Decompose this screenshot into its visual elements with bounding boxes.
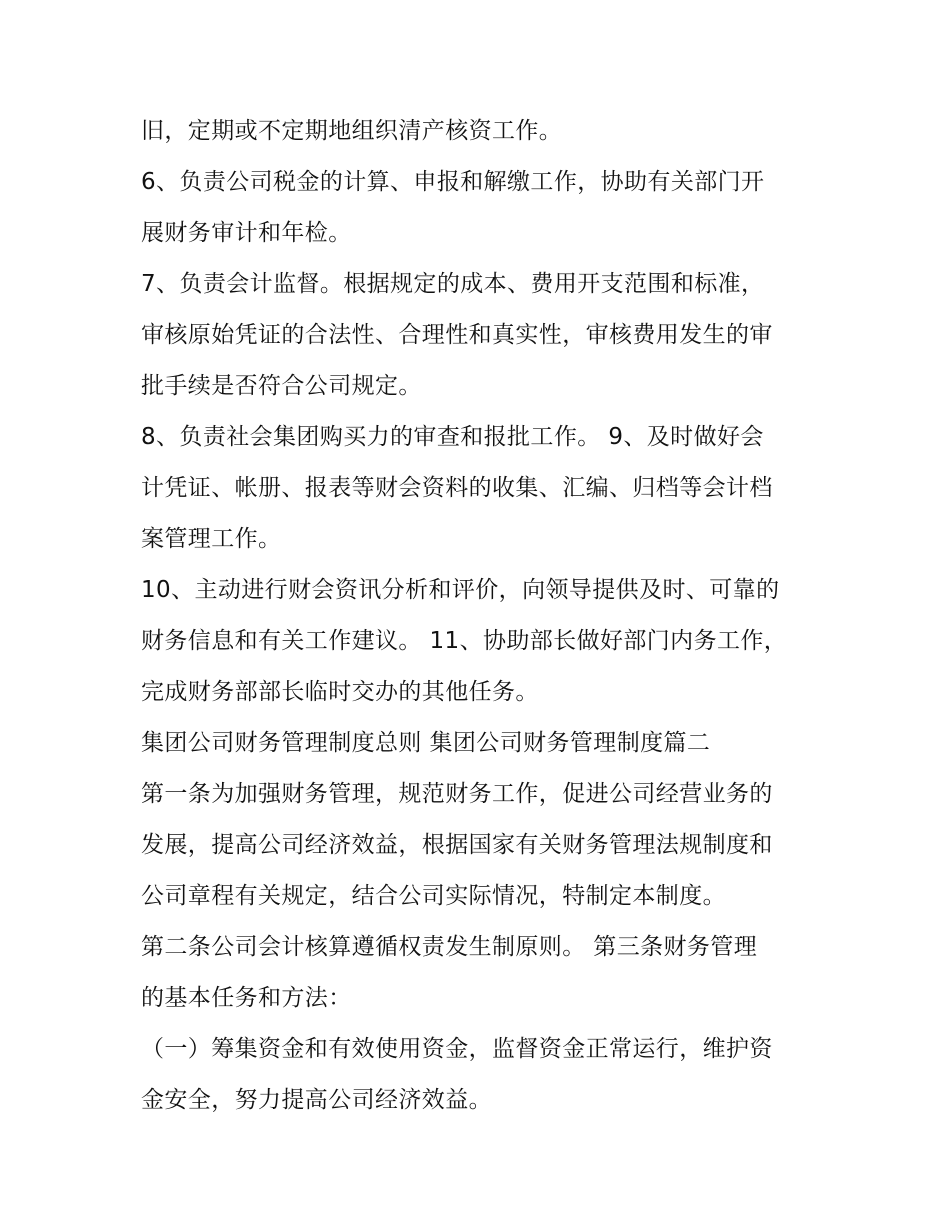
text-line: 6、负责公司税金的计算、申报和解缴工作，协助有关部门开 bbox=[141, 169, 765, 195]
text-line: 7、负责会计监督。根据规定的成本、费用开支范围和标准， bbox=[141, 271, 765, 297]
text-line: 案管理工作。 bbox=[141, 526, 282, 552]
section-heading: 集团公司财务管理制度总则 集团公司财务管理制度篇二 bbox=[141, 730, 711, 756]
text-line: 财务信息和有关工作建议。 11、协助部长做好部门内务工作， bbox=[141, 628, 788, 654]
text-line: 第一条为加强财务管理，规范财务工作，促进公司经营业务的 bbox=[141, 781, 773, 807]
text-line: 计凭证、帐册、报表等财会资料的收集、汇编、归档等会计档 bbox=[141, 475, 773, 501]
text-line: 第二条公司会计核算遵循权责发生制原则。 第三条财务管理 bbox=[141, 934, 758, 960]
text-line: 的基本任务和方法： bbox=[141, 985, 352, 1011]
text-line: 公司章程有关规定，结合公司实际情况，特制定本制度。 bbox=[141, 883, 726, 909]
text-line: 金安全，努力提高公司经济效益。 bbox=[141, 1087, 492, 1113]
text-line: 展财务审计和年检。 bbox=[141, 220, 352, 246]
text-line: 10、主动进行财会资讯分析和评价，向领导提供及时、可靠的 bbox=[141, 577, 780, 603]
text-line: 发展，提高公司经济效益，根据国家有关财务管理法规制度和 bbox=[141, 832, 773, 858]
text-line: 旧，定期或不定期地组织清产核资工作。 bbox=[141, 118, 563, 144]
text-line: 批手续是否符合公司规定。 bbox=[141, 373, 422, 399]
text-line: （一）筹集资金和有效使用资金，监督资金正常运行，维护资 bbox=[141, 1036, 773, 1062]
text-line: 8、负责社会集团购买力的审查和报批工作。 9、及时做好会 bbox=[141, 424, 764, 450]
text-line: 完成财务部部长临时交办的其他任务。 bbox=[141, 679, 539, 705]
text-line: 审核原始凭证的合法性、合理性和真实性，审核费用发生的审 bbox=[141, 322, 773, 348]
document-body bbox=[141, 106, 821, 1126]
